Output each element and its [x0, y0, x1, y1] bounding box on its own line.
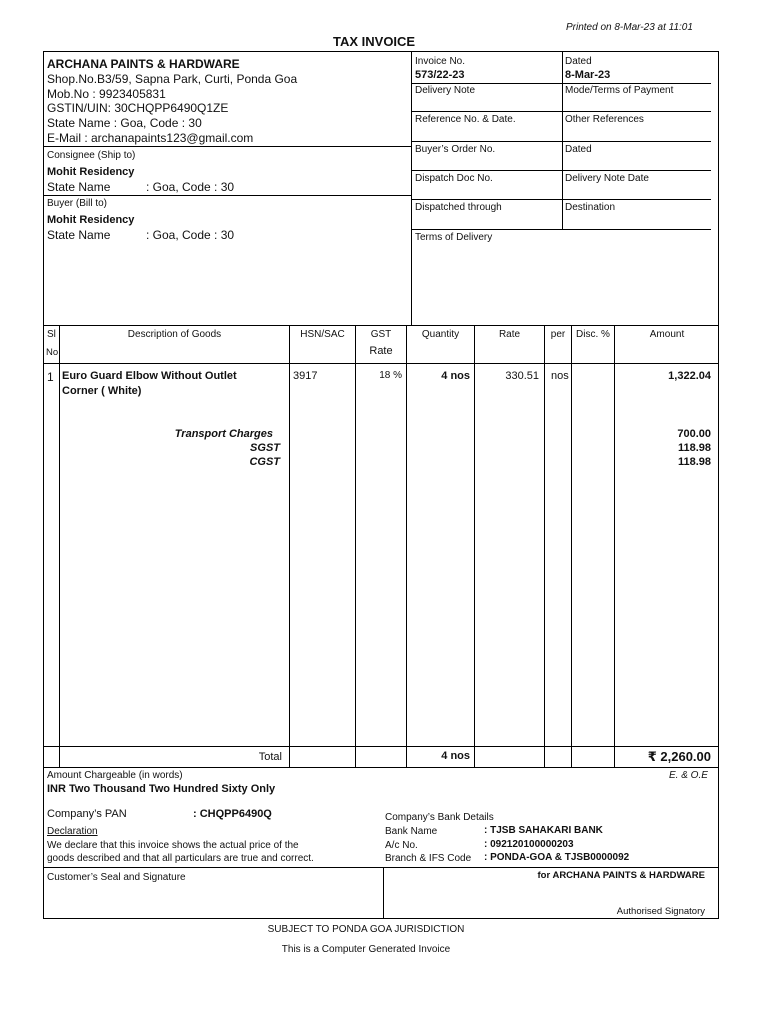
account-number: : 092120100000203 — [484, 839, 574, 850]
buyer-label: Buyer (Bill to) — [47, 198, 108, 209]
header-rate: Rate — [498, 329, 521, 340]
total-amount: ₹ 2,260.00 — [647, 749, 711, 764]
divider — [289, 325, 290, 767]
item-desc-line1: Euro Guard Elbow Without Outlet — [62, 370, 237, 382]
total-label: Total — [258, 751, 282, 763]
dated-label: Dated — [565, 56, 592, 67]
divider — [563, 229, 711, 230]
divider — [563, 141, 711, 142]
divider — [43, 867, 719, 868]
item-per: nos — [551, 370, 569, 382]
item-sl: 1 — [47, 370, 54, 384]
declaration-line1: We declare that this invoice shows the actual price of the — [47, 840, 299, 851]
divider — [474, 325, 475, 767]
header-hsn: HSN/SAC — [300, 329, 345, 340]
consignee-label: Consignee (Ship to) — [47, 150, 136, 161]
mode-terms-label: Mode/Terms of Payment — [565, 85, 674, 96]
charge-label: SGST — [250, 442, 280, 454]
item-desc-line2: Corner ( White) — [62, 385, 142, 397]
seller-state: State Name : Goa, Code : 30 — [47, 116, 202, 130]
header-quantity: Quantity — [421, 329, 460, 340]
computer-generated: This is a Computer Generated Invoice — [281, 944, 451, 955]
header-sl: Sl — [47, 329, 56, 340]
seller-mobile: Mob.No : 9923405831 — [47, 87, 166, 101]
buyers-order-label: Buyer’s Order No. — [415, 144, 496, 155]
consignee-name: Mohit Residency — [47, 166, 135, 178]
divider — [43, 195, 411, 196]
charge-label: CGST — [249, 456, 280, 468]
divider — [411, 51, 412, 325]
item-amount: 1,322.04 — [668, 370, 711, 382]
dispatch-doc-label: Dispatch Doc No. — [415, 173, 493, 184]
charge-amount: 700.00 — [677, 428, 711, 440]
customer-seal: Customer’s Seal and Signature — [47, 872, 186, 883]
divider — [563, 83, 711, 84]
for-company: for ARCHANA PAINTS & HARDWARE — [537, 870, 705, 881]
item-gst: 18 % — [379, 370, 402, 381]
destination-label: Destination — [565, 202, 616, 213]
divider — [563, 199, 711, 200]
divider — [43, 325, 719, 326]
header-gst: GST — [370, 329, 392, 340]
printed-on: Printed on 8-Mar-23 at 11:01 — [566, 22, 693, 33]
dated2-label: Dated — [565, 144, 592, 155]
item-rate: 330.51 — [505, 370, 539, 382]
doc-title: TAX INVOICE — [333, 34, 416, 49]
seller-email: E-Mail : archanapaints123@gmail.com — [47, 131, 254, 145]
header-amount: Amount — [649, 329, 685, 340]
delivery-note-label: Delivery Note — [415, 85, 476, 96]
divider — [59, 325, 60, 767]
other-references-label: Other References — [565, 114, 644, 125]
divider — [563, 170, 711, 171]
divider — [406, 325, 407, 767]
header-disc: Disc. % — [576, 329, 610, 340]
charge-label: Transport Charges — [174, 428, 273, 440]
dispatched-through-label: Dispatched through — [415, 202, 502, 213]
invoice-no-label: Invoice No. — [415, 56, 466, 67]
ifs-code: : PONDA-GOA & TJSB0000092 — [484, 852, 630, 863]
divider — [544, 325, 545, 767]
total-quantity: 4 nos — [441, 750, 470, 762]
bank-title: Company’s Bank Details — [385, 812, 494, 823]
amount-words-label: Amount Chargeable (in words) — [47, 770, 183, 781]
pan-value: : CHQPP6490Q — [193, 808, 272, 820]
bank-name: : TJSB SAHAKARI BANK — [484, 825, 603, 836]
divider — [411, 170, 562, 171]
header-description: Description of Goods — [127, 329, 222, 340]
item-hsn: 3917 — [293, 370, 318, 382]
divider — [571, 325, 572, 767]
invoice-no: 573/22-23 — [415, 69, 465, 81]
buyer-state-label: State Name — [47, 228, 111, 242]
declaration-line2: goods described and that all particulars are true and correct. — [47, 853, 314, 864]
divider — [411, 141, 562, 142]
ifs-label: Branch & IFS Code — [385, 853, 472, 864]
consignee-state-label: State Name — [47, 180, 111, 194]
divider — [43, 767, 719, 768]
bank-name-label: Bank Name — [385, 826, 438, 837]
authorised-signatory: Authorised Signatory — [616, 906, 705, 917]
delivery-note-date-label: Delivery Note Date — [565, 173, 649, 184]
divider — [411, 83, 562, 84]
reference-label: Reference No. & Date. — [415, 114, 516, 125]
divider — [614, 325, 615, 767]
divider — [411, 199, 562, 200]
terms-delivery-label: Terms of Delivery — [415, 232, 493, 243]
seller-name: ARCHANA PAINTS & HARDWARE — [47, 57, 240, 71]
account-label: A/c No. — [385, 840, 418, 851]
divider — [43, 746, 719, 747]
item-quantity: 4 nos — [441, 370, 470, 382]
divider — [355, 325, 356, 767]
dated-value: 8-Mar-23 — [565, 69, 611, 81]
seller-address: Shop.No.B3/59, Sapna Park, Curti, Ponda Goa — [47, 72, 298, 86]
header-gst-rate: Rate — [369, 345, 393, 357]
divider — [411, 111, 562, 112]
charge-amount: 118.98 — [677, 442, 711, 454]
buyer-state-value: : Goa, Code : 30 — [146, 228, 235, 242]
seller-gstin: GSTIN/UIN: 30CHQPP6490Q1ZE — [47, 101, 229, 115]
divider — [563, 111, 711, 112]
buyer-name: Mohit Residency — [47, 214, 135, 226]
charge-amount: 118.98 — [677, 456, 711, 468]
header-per: per — [550, 329, 566, 340]
amount-words: INR Two Thousand Two Hundred Sixty Only — [47, 783, 276, 795]
divider — [43, 363, 719, 364]
eoe: E. & O.E — [669, 770, 708, 781]
divider — [411, 229, 562, 230]
divider — [43, 146, 411, 147]
pan-label: Company’s PAN — [47, 808, 127, 820]
jurisdiction: SUBJECT TO PONDA GOA JURISDICTION — [267, 924, 465, 935]
consignee-state-value: : Goa, Code : 30 — [146, 180, 235, 194]
declaration-label: Declaration — [47, 826, 98, 837]
header-no: No. — [46, 347, 61, 358]
